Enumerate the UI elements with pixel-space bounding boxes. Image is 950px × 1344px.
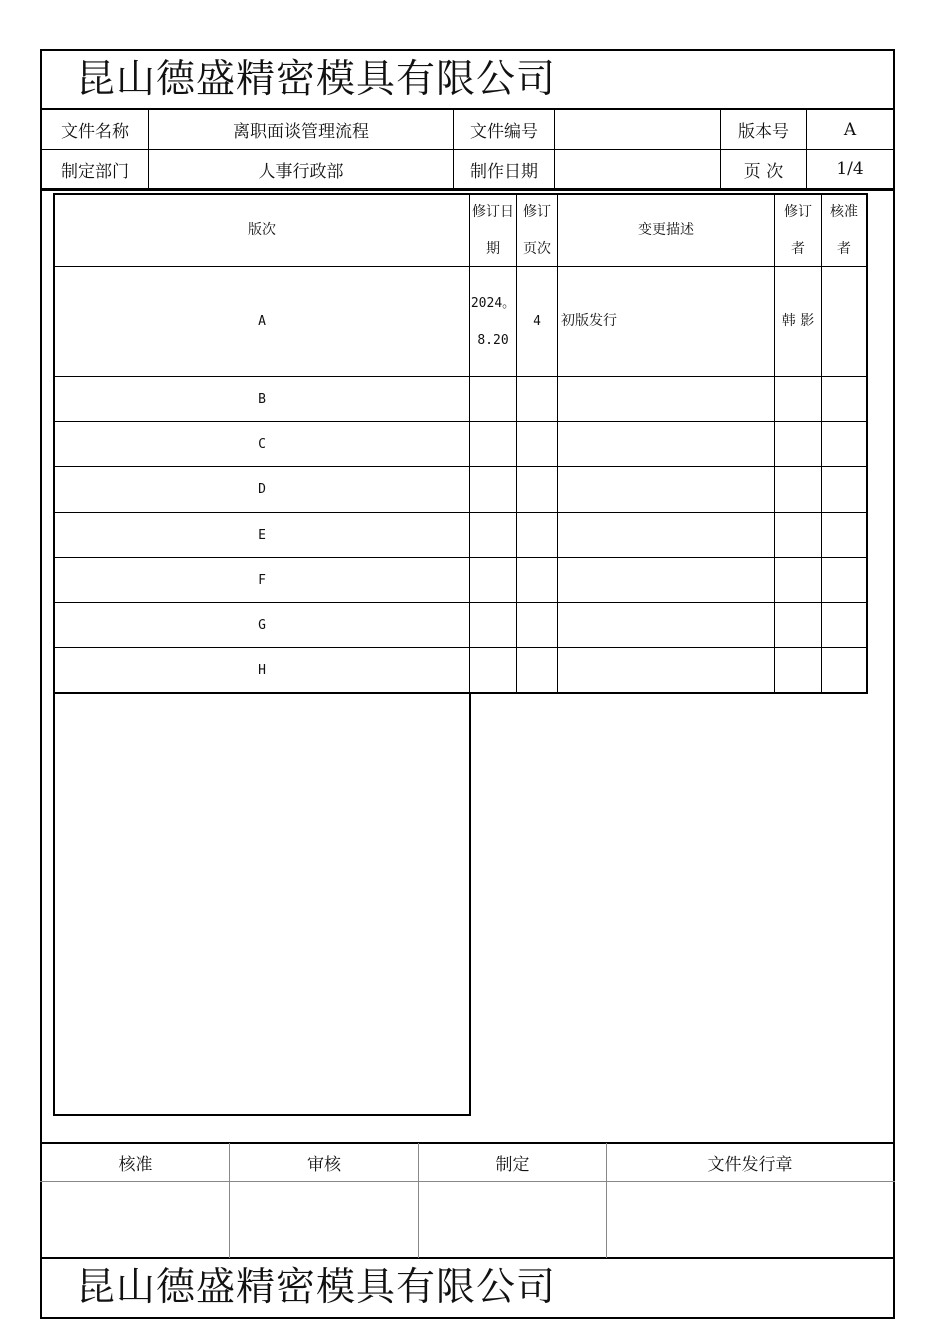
rev-header-approver-text: 核准者 [830,203,858,257]
rev-row-description [557,512,775,558]
signoff-approve-label: 核准 [118,1155,153,1175]
rev-header-pages [516,193,558,267]
rev-row-description [557,602,775,648]
rev-row-pages [516,512,558,558]
rev-row-approver [821,376,868,422]
divider [40,1257,895,1259]
version-value: A [843,119,857,140]
rev-row-version: B [53,376,470,422]
page-label: 页 次 [743,161,784,182]
rev-row-reviser [774,647,822,694]
rev-header-date-text: 修订日期 [472,203,514,257]
rev-row-version: C [53,421,470,467]
rev-header-version: 版次 [53,193,470,267]
rev-row-version: D [53,466,470,513]
rev-row-date [469,602,517,648]
file-number-label: 文件编号 [470,122,538,142]
rev-row-reviser [774,466,822,513]
rev-row-pages [516,602,558,648]
rev-row-description [557,557,775,603]
rev-row-description [557,421,775,467]
rev-row-version: G [53,602,470,648]
department-label: 制定部门 [61,161,129,182]
rev-header-reviser-text: 修订者 [784,203,812,257]
rev-row-reviser [774,376,822,422]
footer-company-title: 昆山德盛精密模具有限公司 [76,1265,557,1310]
rev-row-pages: 4 [516,266,558,377]
file-number-value [555,110,720,149]
rev-header-approver [821,193,868,267]
rev-row-pages [516,557,558,603]
rev-row-date [469,647,517,694]
rev-row-version: A [53,266,470,377]
rev-row-date-text: 2024。8.20 [470,295,516,348]
rev-row-pages [516,466,558,513]
rev-header-date [469,193,517,267]
rev-row-description [557,466,775,513]
rev-row-approver [821,602,868,648]
rev-row-approver [821,512,868,558]
signoff-review-label: 审核 [307,1155,341,1175]
rev-row-reviser: 韩 影 [774,266,822,377]
rev-row-version: F [53,557,470,603]
rev-row-pages [516,421,558,467]
rev-header-description: 变更描述 [557,193,775,267]
signoff-stamp-label: 文件发行章 [707,1155,793,1175]
file-name-label: 文件名称 [61,122,129,142]
rev-row-pages [516,376,558,422]
rev-row-date [469,266,517,377]
rev-row-description: 初版发行 [557,266,775,377]
rev-row-date [469,466,517,513]
department-value: 人事行政部 [258,161,344,182]
rev-row-approver [821,466,868,513]
date-value [555,150,720,188]
rev-row-approver [821,557,868,603]
company-title: 昆山德盛精密模具有限公司 [76,57,557,102]
rev-row-version: H [53,647,470,694]
date-label: 制作日期 [470,161,538,182]
rev-row-reviser [774,602,822,648]
rev-row-date [469,376,517,422]
divider [40,1181,895,1182]
page-value: 1/4 [836,159,864,179]
rev-row-description [557,376,775,422]
rev-row-version: E [53,512,470,558]
version-label: 版本号 [738,122,789,142]
content-box [53,692,471,1116]
rev-row-description [557,647,775,694]
rev-row-reviser [774,512,822,558]
divider [40,188,895,191]
rev-row-approver [821,647,868,694]
rev-row-date [469,512,517,558]
rev-row-date [469,421,517,467]
rev-row-pages [516,647,558,694]
rev-row-reviser [774,557,822,603]
rev-header-reviser [774,193,822,267]
rev-row-approver [821,421,868,467]
rev-row-reviser [774,421,822,467]
rev-header-pages-text: 修订页次 [523,203,551,257]
rev-row-date [469,557,517,603]
signoff-prepare-label: 制定 [495,1155,530,1175]
file-name-value: 离职面谈管理流程 [233,122,369,142]
rev-row-approver [821,266,868,377]
